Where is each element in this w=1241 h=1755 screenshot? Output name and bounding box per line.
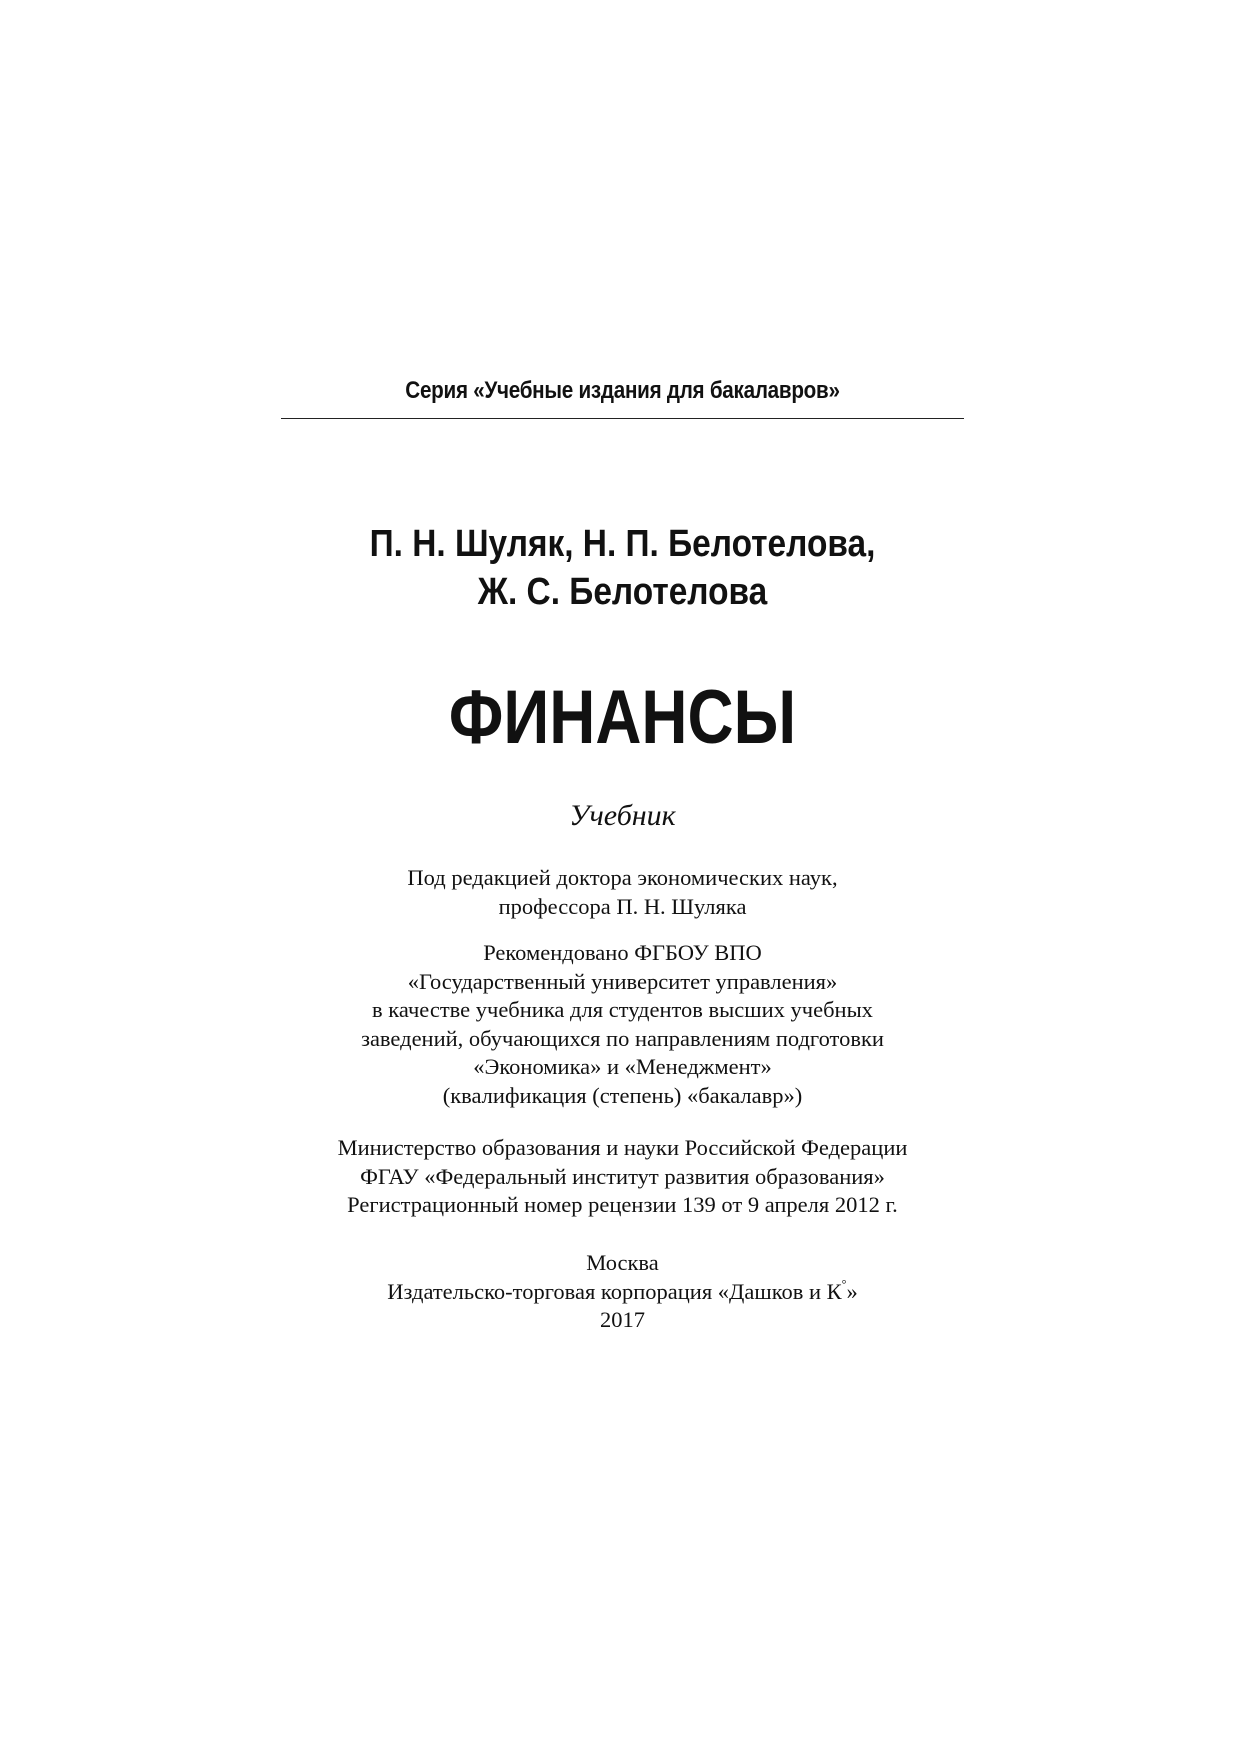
ministry-line: Министерство образования и науки Российской Федерации — [337, 1135, 908, 1160]
recommendation-line: «Государственный университет управления» — [407, 968, 838, 994]
editor-note — [231, 864, 1014, 921]
imprint — [231, 1249, 1014, 1335]
imprint-publisher — [231, 1278, 1014, 1307]
authors-line: Ж. С. Белотелова — [477, 571, 768, 613]
recommendation-line: Рекомендовано ФГБОУ ВПО — [483, 940, 762, 965]
recommendation-line: (квалификация (степень) «бакалавр») — [442, 1082, 803, 1108]
series-divider — [281, 418, 964, 419]
imprint-year: 2017 — [600, 1307, 645, 1332]
book-title: ФИНАНСЫ — [448, 675, 797, 760]
editor-line: Под редакцией доктора экономических наук, — [407, 865, 838, 890]
ministry-line: Регистрационный номер рецензии 139 от 9 апреля 2012 г. — [347, 1192, 898, 1217]
series-title: Серия «Учебные издания для бакалавров» — [405, 377, 840, 404]
document-type: Учебник — [569, 799, 676, 832]
ministry-line: ФГАУ «Федеральный институт развития образования» — [360, 1163, 885, 1189]
authors-line: П. Н. Шуляк, Н. П. Белотелова, — [369, 523, 876, 565]
recommendation-line: заведений, обучающихся по направлениям подготовки — [361, 1025, 884, 1051]
publisher-close-quote: » — [846, 1278, 858, 1304]
recommendation-note — [231, 939, 1014, 1110]
authors — [322, 520, 923, 616]
publisher-name: Издательско-торговая корпорация «Дашков и К — [387, 1278, 842, 1304]
recommendation-line: в качестве учебника для студентов высших учебных — [372, 997, 873, 1022]
editor-line: профессора П. Н. Шуляка — [498, 893, 747, 919]
ministry-registration — [231, 1134, 1014, 1220]
recommendation-line: «Экономика» и «Менеджмент» — [473, 1054, 772, 1079]
imprint-city: Москва — [586, 1250, 659, 1275]
publisher-degree-mark: ° — [841, 1276, 847, 1291]
